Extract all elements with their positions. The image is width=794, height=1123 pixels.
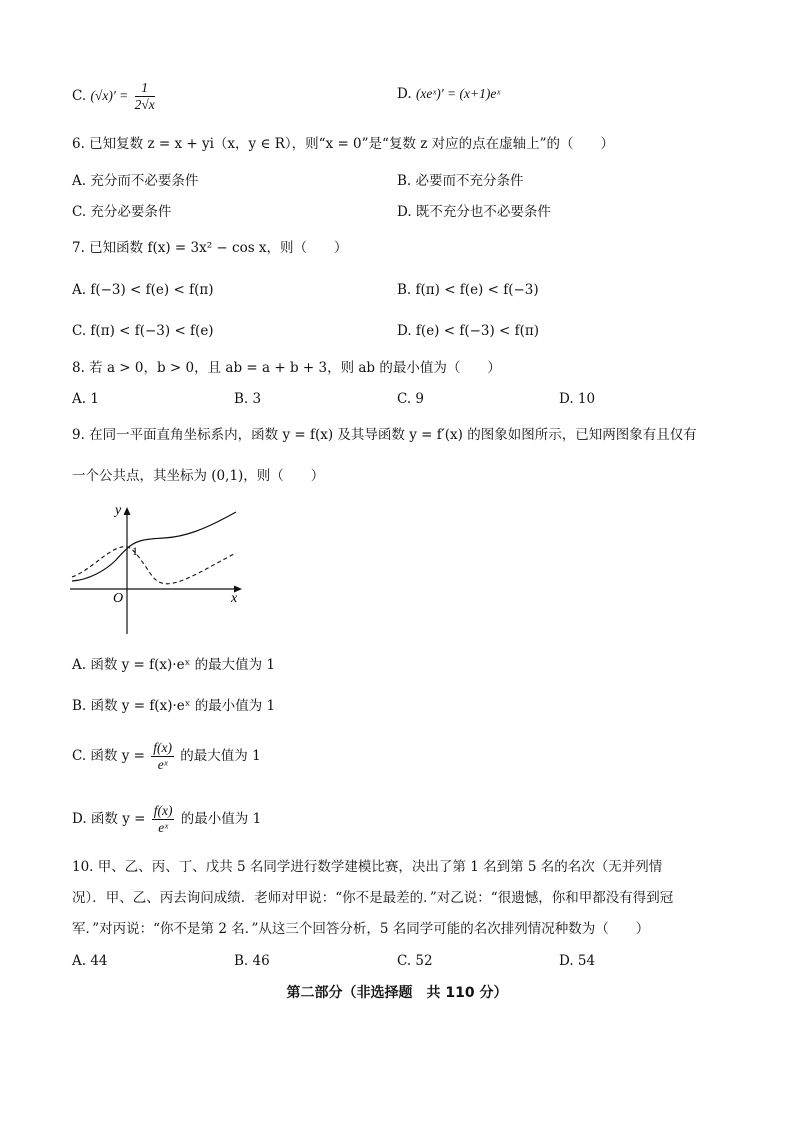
q9-option-c-numerator: f(x) (153, 740, 172, 755)
q10-option-a: A. 44 (72, 953, 108, 969)
q5-option-c-label: C. (72, 88, 87, 104)
part2-heading: 第二部分（非选择题 共 110 分） (286, 985, 508, 1001)
q7-option-c: C. f(π) < f(−3) < f(e) (72, 323, 214, 339)
q9-option-a: A. 函数 y = f(x)·eˣ 的最大值为 1 (72, 657, 275, 673)
q8-option-d: D. 10 (559, 391, 596, 407)
q5-option-d-expr: (xeˣ)′ = (x+1)eˣ (415, 86, 501, 101)
q7-option-a: A. f(−3) < f(e) < f(π) (72, 282, 214, 298)
q8-option-b: B. 3 (234, 391, 262, 407)
q9-option-d-suffix: 的最小值为 1 (180, 811, 262, 827)
graph-x-label: x (231, 591, 238, 606)
q7-stem: 7. 已知函数 f(x) = 3x² − cos x，则（ ） (72, 240, 348, 256)
q9-option-b: B. 函数 y = f(x)·eˣ 的最小值为 1 (72, 698, 276, 714)
q9-option-d-denominator: eˣ (158, 820, 169, 835)
q6-option-b: B. 必要而不充分条件 (397, 173, 524, 189)
q5-option-c-numerator: 1 (135, 80, 155, 97)
graph-point-label: 1 (132, 544, 138, 558)
q7-option-d: D. f(e) < f(−3) < f(π) (397, 323, 540, 339)
q10-line2: 况）．甲、乙、丙去询问成绩．老师对甲说：“你不是最差的．”对乙说：“很遗憾，你和甲都没有得到冠 (72, 890, 674, 906)
q5-option-c (72, 80, 157, 113)
q9-option-c-suffix: 的最大值为 1 (180, 748, 261, 764)
graph-y-arrow (124, 507, 131, 515)
q10-option-c: C. 52 (397, 953, 433, 969)
q8-stem: 8. 若 a > 0，b > 0，且 ab = a + b + 3，则 ab 的最小值为（ ） (72, 360, 501, 376)
q9-option-c-prefix: C. 函数 y = (72, 748, 145, 764)
q5-option-d-label: D. (397, 86, 412, 102)
q9-stem-line2: 一个公共点，其坐标为 (0,1)，则（ ） (72, 468, 325, 484)
q9-option-d-numerator: f(x) (153, 803, 173, 818)
q9-option-d (72, 803, 261, 836)
q10-line3: 军．”对丙说：“你不是第 2 名．”从这三个回答分析，5 名同学可能的名次排列情况种数为（ ） (72, 921, 650, 937)
graph-origin-label: O (113, 591, 124, 606)
q10-line1: 10. 甲、乙、丙、丁、戊共 5 名同学进行数学建模比赛，决出了第 1 名到第 5 名的名次（无并列情 (72, 859, 663, 875)
q9-option-c-denominator: eˣ (157, 757, 168, 772)
q6-option-d: D. 既不充分也不必要条件 (397, 204, 551, 220)
q6-stem: 6. 已知复数 z = x + yi（x，y ∈ R），则“x = 0”是“复数 z 对应的点在虚轴上”的（ ） (72, 136, 615, 152)
q9-option-c-fraction (151, 740, 174, 773)
q8-option-c: C. 9 (397, 391, 425, 407)
graph-y-label: y (115, 503, 122, 518)
q5-option-c-expr: (√x)′ = (90, 88, 129, 103)
q9-option-d-fraction (152, 803, 175, 836)
q9-graph (64, 498, 249, 640)
graph-curve-f (72, 512, 236, 581)
q5-option-c-fraction (135, 80, 155, 113)
q9-option-d-prefix: D. 函数 y = (72, 811, 146, 827)
q5-option-c-denominator: 2√x (134, 97, 155, 112)
q10-option-d: D. 54 (559, 953, 596, 969)
q6-option-c: C. 充分必要条件 (72, 204, 172, 220)
q7-option-b: B. f(π) < f(e) < f(−3) (397, 282, 539, 298)
q6-option-a: A. 充分而不必要条件 (72, 173, 199, 189)
q9-option-c (72, 740, 261, 773)
q10-option-b: B. 46 (234, 953, 270, 969)
q8-option-a: A. 1 (72, 391, 99, 407)
graph-curve-fprime (72, 547, 236, 584)
q5-option-d (397, 84, 500, 104)
q9-stem-line1: 9. 在同一平面直角坐标系内，函数 y = f(x) 及其导函数 y = f′(x) 的图象如图所示，已知两图象有且仅有 (72, 427, 697, 443)
